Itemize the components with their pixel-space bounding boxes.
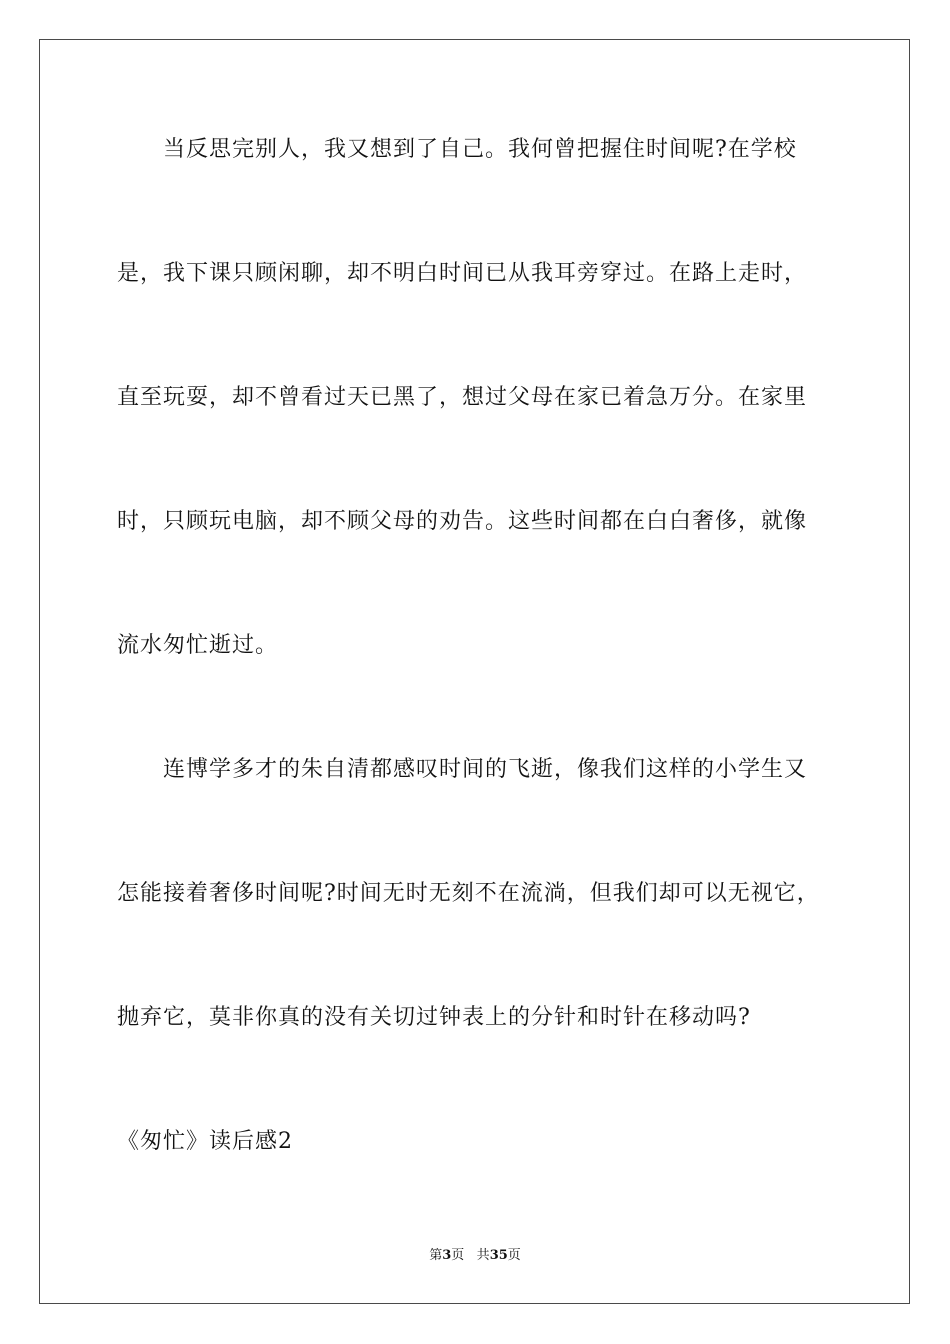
footer-prefix: 第: [429, 1248, 443, 1263]
page-border: [39, 39, 910, 1304]
paragraph-2-line-3: 抛弃它，莫非你真的没有关切过钟表上的分针和时针在移动吗?: [117, 1005, 751, 1030]
footer-total-unit: 页: [507, 1248, 521, 1263]
footer-current-page: 3: [442, 1248, 452, 1263]
paragraph-2-line-1: 连博学多才的朱自清都感叹时间的飞逝，像我们这样的小学生又: [163, 757, 808, 782]
paragraph-2-line-2: 怎能接着奢侈时间呢?时间无时无刻不在流淌，但我们却可以无视它，: [117, 881, 820, 906]
page-footer: [0, 1247, 950, 1265]
footer-total-prefix: 共: [476, 1248, 490, 1263]
footer-total-pages: 35: [489, 1248, 508, 1263]
footer-page-unit: 页: [451, 1248, 465, 1263]
paragraph-1-line-5: 流水匆忙逝过。: [117, 633, 279, 658]
paragraph-1-line-2: 是，我下课只顾闲聊，却不明白时间已从我耳旁穿过。在路上走时，: [117, 261, 808, 286]
paragraph-1-line-3: 直至玩耍，却不曾看过天已黑了，想过父母在家已着急万分。在家里: [117, 385, 808, 410]
section-heading: 《匆忙》读后感2: [117, 1129, 293, 1154]
paragraph-1-line-1: 当反思完别人，我又想到了自己。我何曾把握住时间呢?在学校: [163, 137, 797, 162]
paragraph-1-line-4: 时，只顾玩电脑，却不顾父母的劝告。这些时间都在白白奢侈，就像: [117, 509, 808, 534]
